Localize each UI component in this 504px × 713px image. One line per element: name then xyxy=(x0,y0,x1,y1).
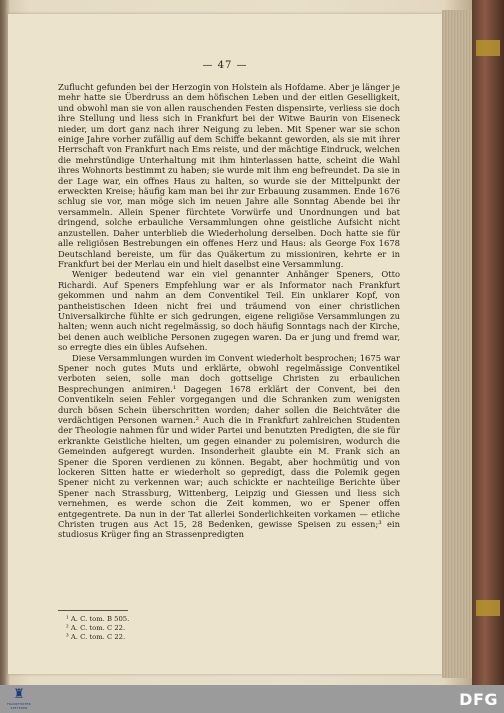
paragraph-1: Zuflucht gefunden bei der Herzogin von Holstein als Hofdame. Aber je länger je mehr hatte sie Überdruss an dem höfischen Leben und der eitlen Geselligkeit, und obwohl man sie von allen rauschenden Festen dispensirte, verliess sie doch ihre Stellung und liess sich in Frankfurt bei der Witwe Baurin von Eiseneck nieder, um dort ganz nach ihrer Neigung zu leben. Mit Spener war sie schon einige Jahre vorher zufällig auf dem Schiffe bekannt geworden, als sie mit ihrer Herrschaft von Frankfurt nach Ems reiste, und der mächtige Eindruck, welchen die mehrstündige Unterhaltung mit ihm hinterlassen hatte, scheint die Wahl ihres Wohnorts bestimmt zu haben; sie wurde mit ihm eng befreundet. Da sie in der Lage war, ein offnes Haus zu halten, so wurde sie der Mittelpunkt der erweckten Kreise; häufig kam man bei ihr zur Erbauung zusammen. Ende 1676 schlug sie vor, man möge sich im neuen Jahre alle Sonntag Abende bei ihr versammeln. Allein Spener fürchtete Vorwürfe und Unordnungen und bat dringend, solche erbauliche Versammlungen ohne geistliche Aufsicht nicht anzustellen. Daher unterblieb die Wiederholung derselben. Doch hatte sie für alle religiösen Bestrebungen ein offenes Herz und Haus: als George Fox 1678 Deutschland bereiste, um für das Quäkertum zu missioniren, kehrte er in Frankfurt bei der Merlau ein und hielt daselbst eine Versammlung. xyxy=(58,82,400,269)
paragraph-3: Diese Versammlungen wurden im Convent wiederholt besprochen; 1675 war Spener noch gutes Muts und erklärte, obwohl regelmässige Conventikel verboten seien, solle man doch gottselige Christen zu erbaulichen Besprechungen animiren.¹ Dagegen 1678 erklärt der Convent, bei den Conventikeln seien Fehler vorgegangen und die Schranken zum wenigsten durch bösen Schein überschritten worden; daher sollen die Beichtväter die verdächtigen Personen warnen.² Auch die in Frankfurt zahlreichen Studenten der Theologie nahmen für und wider Partei und benutzten Predigten, die sie für erkrankte Geistliche hielten, um gegen einander zu polemisiren, wodurch die Gemeinden aufgeregt wurden. Insonderheit glaubte ein M. Frank sich an Spener die Sporen verdienen zu können. Begabt, aber hochmütig und von lockeren Sitten hatte er wiederholt so gepredigt, dass die Polemik gegen Spener nicht zu verkennen war; auch schickte er nachteilige Berichte über Spener nach Strassburg, Wittenberg, Leipzig und Giessen und liess sich vernehmen, es werde schon die Zeit kommen, wo er Spener offen entgegentrete. Da nun in der Tat allerlei Sonderlichkeiten vorkamen — etliche Christen trugen aus Act 15, 28 Bedenken, gewisse Speisen zu essen;³ ein studiosus Krüger fing an Strassenpredigten xyxy=(58,352,400,540)
viewer-footer-bar xyxy=(0,685,504,713)
library-logo[interactable] xyxy=(4,688,34,712)
page-number: — 47 — xyxy=(202,60,248,71)
paragraph-2: Weniger bedeutend war ein viel genannter Anhänger Speners, Otto Richardi. Auf Speners Empfehlung war er als Informator nach Frankfurt gekommen und nahm an dem Conventikel Teil. Ein unklarer Kopf, von pantheistischen Ideen nicht frei und träumend von einer christlichen Universalkirche fühlte er sich gedrungen, eigene religiöse Versammlungen zu halten; wenn auch nicht regelmässig, so doch häufig Sonntags nach der Kirche, bei denen auch weibliche Personen zugegen waren. Da er jung und fremd war, so erregte dies ein übles Aufsehen. xyxy=(58,269,400,353)
spine-band-top xyxy=(476,40,500,56)
book-page xyxy=(8,14,442,674)
dfg-logo[interactable]: DFG xyxy=(459,690,498,709)
library-logo-label: FRANKFURTER SPEYERER xyxy=(7,702,31,710)
footnote-3: ³ A. C. tom. C 22. xyxy=(66,633,126,641)
spine-band-bottom xyxy=(476,600,500,616)
footnote-2: ² A. C. tom. C 22. xyxy=(66,624,126,632)
book-spine xyxy=(472,0,504,685)
body-text xyxy=(58,82,400,540)
footnotes xyxy=(66,615,266,642)
footnote-1: ¹ A. C. tom. B 505. xyxy=(66,615,130,623)
page-edges xyxy=(442,10,472,678)
library-logo-icon: ♜ xyxy=(13,687,25,702)
footnote-divider xyxy=(58,610,128,611)
